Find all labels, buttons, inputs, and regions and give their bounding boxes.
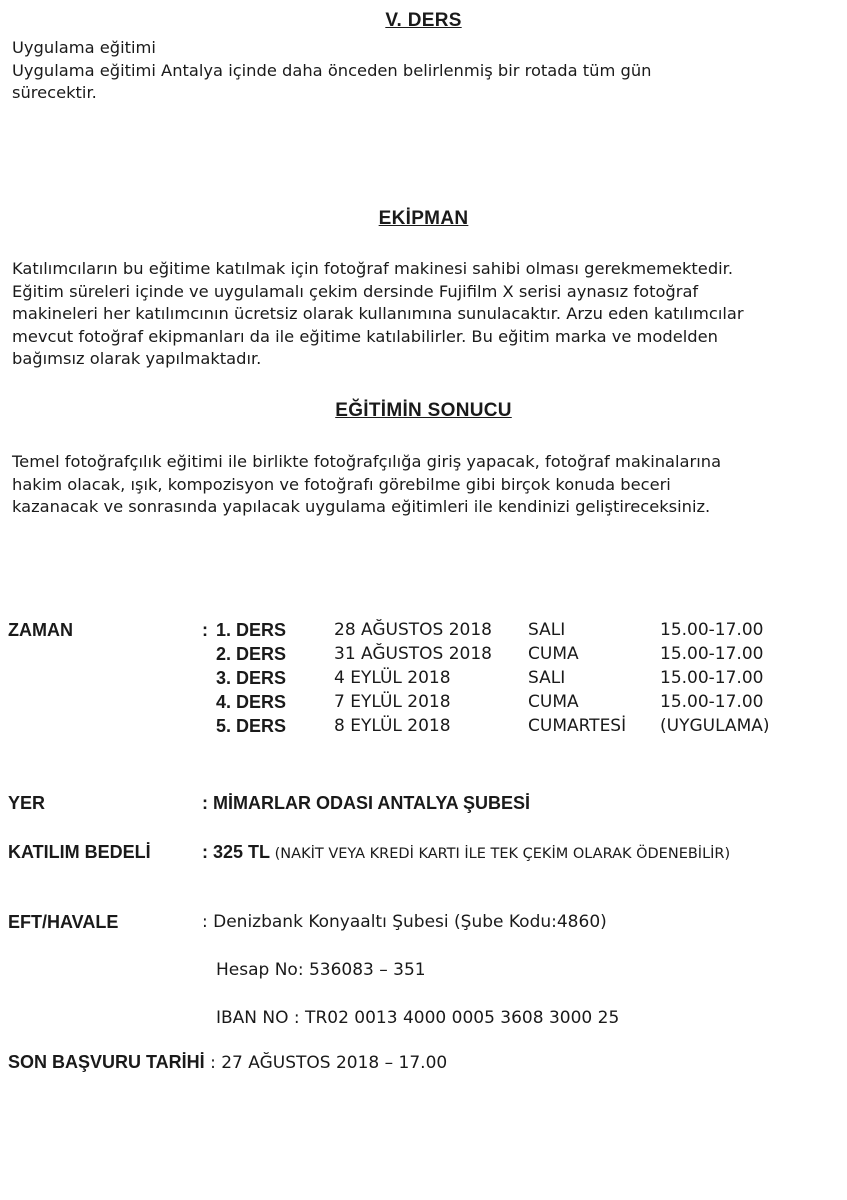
schedule-time: 15.00-17.00 [660, 644, 764, 664]
schedule-row [0, 644, 847, 668]
schedule-date: 28 AĞUSTOS 2018 [334, 620, 492, 640]
schedule-row [0, 692, 847, 716]
schedule-ders: 3. DERS [216, 668, 287, 688]
bedel-value [202, 842, 730, 863]
schedule-time: 15.00-17.00 [660, 692, 764, 712]
son-basvuru-label: SON BAŞVURU TARİHİ [8, 1052, 205, 1072]
eft-bank: : Denizbank Konyaaltı Şubesi (Şube Kodu:4860) [202, 912, 607, 932]
schedule-ders: 2. DERS [216, 644, 287, 664]
schedule-date: 4 EYLÜL 2018 [334, 668, 451, 688]
son-basvuru [8, 1052, 447, 1073]
sonuc-line: hakim olacak, ışık, kompozisyon ve fotoğrafı görebilme gibi birçok konuda beceri [12, 474, 671, 494]
schedule-time: 15.00-17.00 [660, 668, 764, 688]
ekipman-text [12, 258, 840, 371]
bedel-amount: : 325 TL [202, 842, 271, 862]
sonuc-title: EĞİTİMİN SONUCU [335, 400, 512, 421]
schedule-row [0, 716, 847, 740]
ekipman-line: Katılımcıların bu eğitime katılmak için fotoğraf makinesi sahibi olması gerekmemektedir. [12, 259, 734, 278]
schedule-day: SALI [528, 668, 566, 688]
schedule-day: SALI [528, 620, 566, 640]
schedule-date: 8 EYLÜL 2018 [334, 716, 451, 736]
zaman-label: ZAMAN [8, 620, 73, 640]
schedule-colon: : [202, 620, 208, 640]
schedule-row [0, 668, 847, 692]
schedule-date: 31 AĞUSTOS 2018 [334, 644, 492, 664]
ekipman-title: EKİPMAN [378, 208, 469, 229]
schedule-ders: 1. DERS [216, 620, 287, 640]
yer-label: YER [8, 793, 46, 813]
ekipman-line: bağımsız olarak yapılmaktadır. [12, 349, 262, 368]
ekipman-line: makineleri her katılımcının ücretsiz olarak kullanımına sunulacaktır. Arzu eden katılımcılar [12, 304, 744, 323]
yer-value: : MİMARLAR ODASI ANTALYA ŞUBESİ [202, 793, 531, 813]
ekipman-line: Eğitim süreleri içinde ve uygulamalı çekim dersinde Fujifilm X serisi aynasız fotoğraf [12, 281, 699, 301]
schedule-day: CUMARTESİ [528, 716, 627, 736]
son-basvuru-value: : 27 AĞUSTOS 2018 – 17.00 [204, 1053, 448, 1073]
schedule-time: (UYGULAMA) [660, 716, 770, 736]
ders5-line: Uygulama eğitimi [12, 38, 156, 57]
eft-account: Hesap No: 536083 – 351 [216, 960, 426, 980]
schedule-date: 7 EYLÜL 2018 [334, 692, 451, 712]
schedule-day: CUMA [528, 692, 579, 712]
bedel-label: KATILIM BEDELİ [8, 842, 151, 862]
schedule-ders: 4. DERS [216, 692, 287, 712]
sonuc-line: kazanacak ve sonrasında yapılacak uygulama eğitimleri ile kendinizi geliştireceksiniz. [12, 497, 711, 516]
schedule-day: CUMA [528, 644, 579, 664]
ders5-text [12, 37, 840, 105]
sonuc-text [12, 451, 840, 519]
ders5-line: sürecektir. [12, 83, 97, 102]
eft-label: EFT/HAVALE [8, 912, 119, 932]
schedule-time: 15.00-17.00 [660, 620, 764, 640]
sonuc-line: Temel fotoğrafçılık eğitimi ile birlikte fotoğrafçılığa giriş yapacak, fotoğraf makinalarına [12, 452, 722, 471]
eft-iban: IBAN NO : TR02 0013 4000 0005 3608 3000 25 [216, 1008, 620, 1028]
ders5-title: V. DERS [385, 10, 462, 31]
schedule-ders: 5. DERS [216, 716, 287, 736]
bedel-note: (NAKİT VEYA KREDİ KARTI İLE TEK ÇEKİM OLARAK ÖDENEBİLİR) [270, 846, 731, 862]
ekipman-line: mevcut fotoğraf ekipmanları da ile eğitime katılabilirler. Bu eğitim marka ve modelden [12, 326, 718, 346]
schedule-row [0, 620, 847, 644]
ders5-line: Uygulama eğitimi Antalya içinde daha önceden belirlenmiş bir rotada tüm gün [12, 60, 652, 80]
